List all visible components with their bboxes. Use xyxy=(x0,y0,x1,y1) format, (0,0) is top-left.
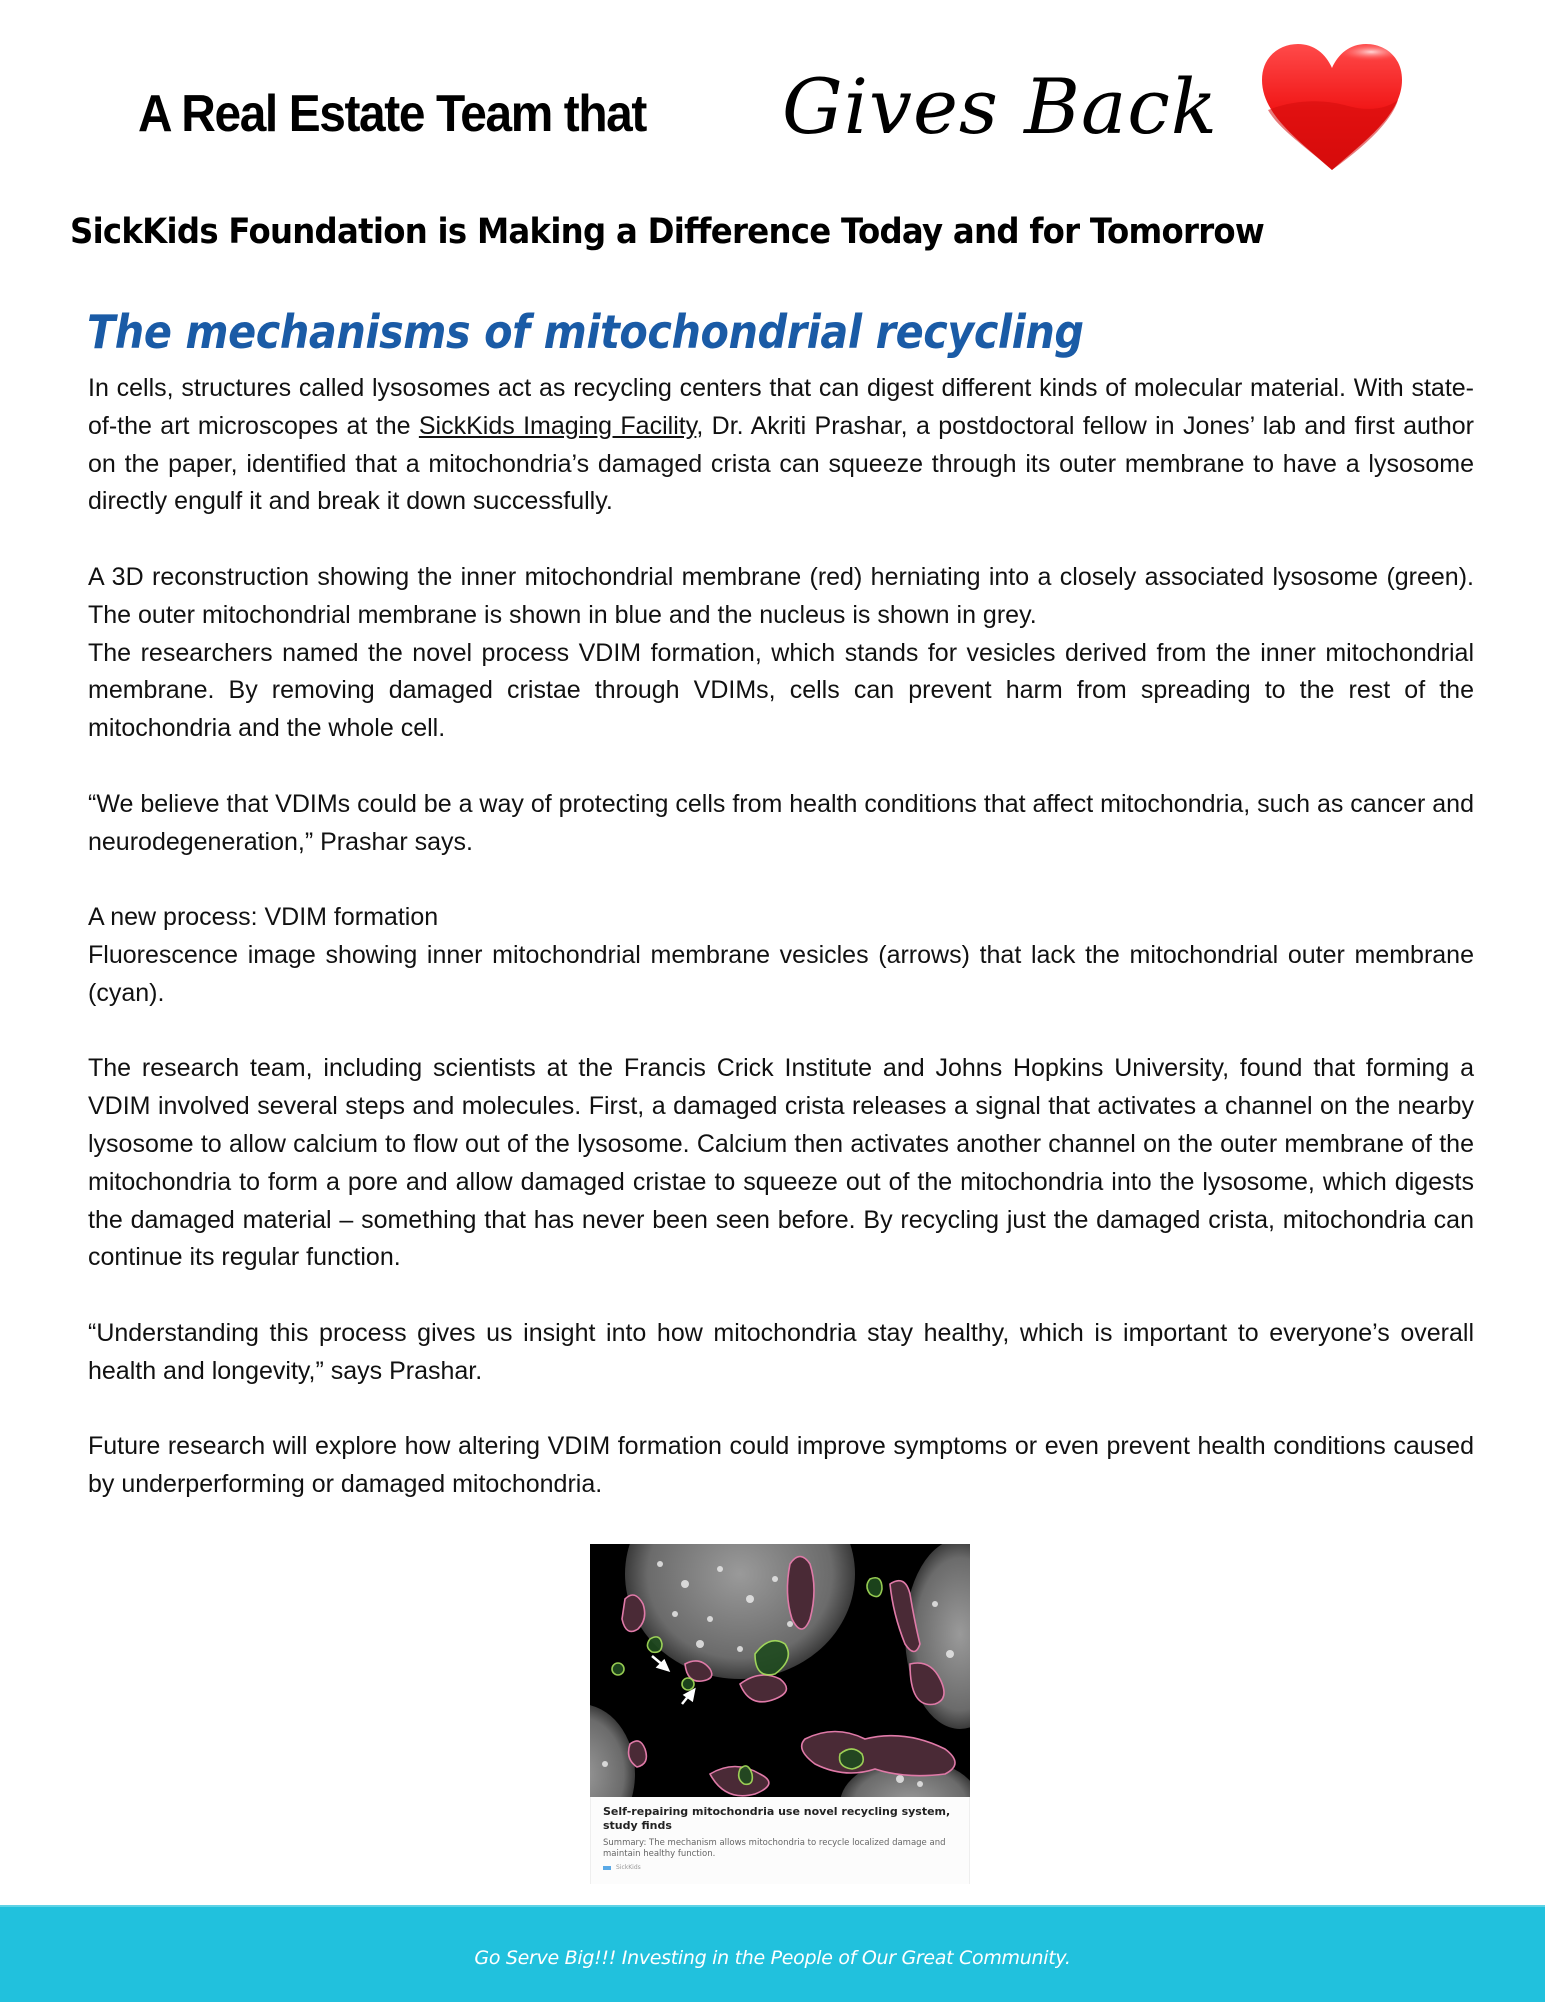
card-title[interactable]: Self-repairing mitochondria use novel recycling system, study finds xyxy=(603,1805,951,1832)
news-card[interactable] xyxy=(590,1544,970,1884)
section-heading-vdim: A new process: VDIM formation xyxy=(88,903,439,932)
banner-tagline: A Real Estate Team that xyxy=(138,85,646,143)
source-logo-icon xyxy=(603,1866,611,1870)
article-body xyxy=(88,370,1474,1504)
fluorescence-image-graphic xyxy=(590,1544,970,1797)
paragraph-future-research: Future research will explore how altering VDIM formation could improve symptoms or even prevent health conditions caused by underperforming or damaged mitochondria. xyxy=(88,1432,1474,1499)
paragraph-intro: In cells, structures called lysosomes act as recycling centers that can digest different kinds of molecular material. With state-of-the art microscopes at the SickKids Imaging Facility, Dr. Akriti Prashar, a postdoctoral fellow in Jones’ lab and first author on the paper, identified that a mitochondria’s damaged crista can squeeze through its outer membrane to have a lysosome directly engulf it and break it down successfully. xyxy=(88,374,1474,516)
card-source-label: SickKids xyxy=(616,1864,641,1871)
sickkids-imaging-facility-link[interactable]: SickKids Imaging Facility xyxy=(418,411,697,440)
footer-bar xyxy=(0,1905,1545,2002)
paragraph-vdim-definition: The researchers named the novel process VDIM formation, which stands for vesicles derived from the inner mitochondrial membrane. By removing damaged cristae through VDIMs, cells can prevent harm from spreading to the rest of the mitochondria and the whole cell. xyxy=(88,638,1474,743)
quote-prashar-2: “Understanding this process gives us insight into how mitochondria stay healthy, which is important to everyone’s overall health and longevity,” says Prashar. xyxy=(88,1318,1474,1385)
card-summary: Summary: The mechanism allows mitochondria to recycle localized damage and maintain healthy function. xyxy=(603,1838,946,1859)
article-title: The mechanisms of mitochondrial recycling xyxy=(87,305,1084,359)
paragraph-3d-reconstruction: A 3D reconstruction showing the inner mitochondrial membrane (red) herniating into a closely associated lysosome (green). The outer mitochondrial membrane is shown in blue and the nucleus is shown in grey. xyxy=(88,562,1474,629)
heart-icon xyxy=(1258,40,1406,172)
card-source xyxy=(603,1864,957,1871)
page-subheading: SickKids Foundation is Making a Difference Today and for Tomorrow xyxy=(70,212,1265,252)
footer-tagline: Go Serve Big!!! Investing in the People of Our Great Community. xyxy=(474,1947,1071,1969)
paragraph-fluorescence: Fluorescence image showing inner mitochondrial membrane vesicles (arrows) that lack the mitochondrial outer membrane (cyan). xyxy=(88,940,1474,1007)
paragraph-research-team: The research team, including scientists at the Francis Crick Institute and Johns Hopkins University, found that forming a VDIM involved several steps and molecules. First, a damaged crista releases a signal that activates a channel on the nearby lysosome to allow calcium to flow out of the lysosome. Calcium then activates another channel on the outer membrane of the mitochondria to form a pore and allow damaged cristae to squeeze out of the mitochondria into the lysosome, which digests the damaged material – something that has never been seen before. By recycling just the damaged crista, mitochondria can continue its regular function. xyxy=(88,1054,1474,1272)
microscopy-image xyxy=(590,1544,970,1797)
card-caption xyxy=(590,1797,970,1884)
header-banner xyxy=(0,0,1545,190)
quote-prashar-1: “We believe that VDIMs could be a way of protecting cells from health conditions that affect mitochondria, such as cancer and neurodegeneration,” Prashar says. xyxy=(88,789,1474,856)
banner-script-text: Gives Back xyxy=(782,62,1218,151)
